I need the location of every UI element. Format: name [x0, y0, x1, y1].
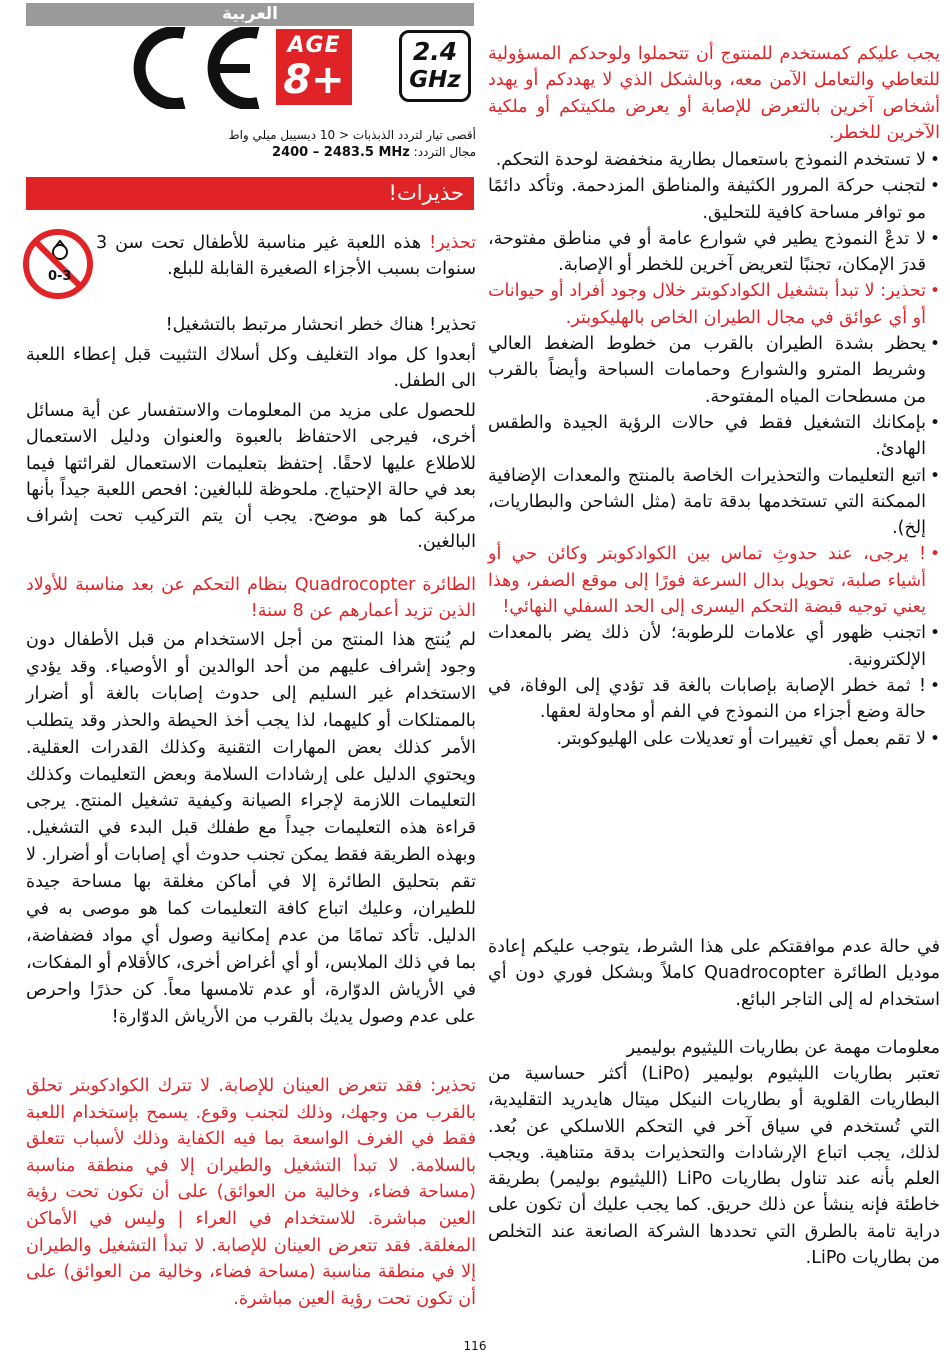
quadrocopter-age-heading: الطائرة Quadrocopter بنظام التحكم عن بعد مناسبة للأولاد الذين تزيد أعمارهم عن 8 سنة! [26, 575, 476, 622]
list-item: • بإمكانك التشغيل فقط في حالات الرؤية الجيدة والطقس الهادئ. [488, 412, 940, 460]
age-value: 8+ [283, 57, 345, 103]
language-header: العربية [26, 3, 474, 26]
frequency-value: 2.4 [412, 37, 458, 66]
choke-warning: تحذير! هذه اللعبة غير مناسبة للأطفال تحت سن 3 سنوات بسبب الأجزاء الصغيرة القابلة للبلع. [96, 233, 476, 280]
list-item: • لا تدعْ النموذج يطير في شوارع عامة أو في مناطق مفتوحة، قدرَ الإمكان، تجنبًا لتعريض آخرين للخطر أو الإصابة. [488, 228, 940, 276]
spec-power: أقصى تيار لتردد الذبذبات < 10 ديسيبل ميلي واط [228, 128, 476, 142]
eye-injury-warning: تحذير: فقد تتعرض العينان للإصابة. لا تترك الكوادكوبتر تحلق بالقرب من وجهك، وذلك لتجنب وقوع. يسمح بإستخدام اللعبة فقط في الغرف الواسعة بما فيه الكفاية وذلك لأسباب تتعلق بالسلامة. لا تبدأ التشغيل والطيران إلا في منطقة مناسبة (مساحة فضاء، وخالية من العوائق) على أن تكون تحت رؤية العين مباشرة. للاستخدام في العراء | وليس في الأماكن المغلقة. فقد تتعرض العينان للإصابة. لا تبدأ التشغيل والطيران إلا في منطقة مناسبة (مساحة فضاء، وخالية من العوائق) على أن تكون تحت رؤية العين مباشرة. [26, 1076, 476, 1309]
return-notice: في حالة عدم موافقتكم على هذا الشرط، يتوجب عليكم إعادة موديل الطائرة Quadrocopter كاملاً وبشكل فوري دون أي استخدام له إلى التاجر البائع. [488, 937, 940, 1010]
warnings-title-bar: حذيرات! [26, 177, 474, 210]
spec-frequency: مجال التردد: 2400 – 2483.5 MHz [272, 145, 476, 160]
frequency-badge [399, 30, 471, 102]
user-responsibility-intro: يجب عليكم كمستخدم للمنتوج أن تتحملوا ولوحدكم المسؤولية للتعاطي والتعامل الآمن معه، وبالشكل الذي لا يهددكم أو يهدد أشخاص آخرين بالتعرض للإصابة أو يعرض ملكيتكم أو ملكية الآخرين للخطر. [488, 44, 940, 143]
ce-mark-icon [118, 27, 268, 109]
list-item: • ! يرجى، عند حدوثِ تماس بين الكوادكوبتر وكائن حي أو أشياء صلبة، تحويل بدال السرعة فورًا إلى موقع الصفر، وهذا يعني توجيه قبضة التحكم اليسرى إلى الحد السفلي النهائي! [488, 544, 940, 618]
lipo-section-title: معلومات مهمة عن بطاريات الليثيوم بوليمير [626, 1038, 940, 1058]
list-item: • يحظر بشدة الطيران بالقرب من خطوط الضغط العالي وشريط المترو والشوارع وحمامات السباحة وأيضاً بالقرب من مسطحات المياه المفتوحة. [488, 334, 940, 407]
safety-bullet-list [488, 147, 940, 752]
entanglement-warning: تحذير! هناك خطر انحشار مرتبط بالتشغيل! [165, 315, 476, 335]
list-item: • اتجنب ظهور أي علامات للرطوبة؛ لأن ذلك يضر بالمعدات الإلكترونية. [488, 623, 940, 670]
list-item: • لا تقم بعمل أي تغييرات أو تعديلات على الهليوكوبتر. [556, 728, 940, 749]
quadrocopter-safety-paragraph: لم يُنتج هذا المنتج من أجل الاستخدام من قبل الأطفال دون وجود إشراف عليهم من أحد الوالدين أو الأوصياء. وقد يؤدي الاستخدام غير السليم إلى حدوث إصابات بالغة أو أضرار بالممتلكات أو كليهما، لذا يجب أخذ الحيطة والحذر وقد يتطلب الأمر كذلك بعض المهارات التقنية وكذلك القدرات العقلية. ويحتوي الدليل على إرشادات السلامة وبعض التعليمات وكذلك التعليمات اللازمة لإجراء الصيانة وكيفية تشغيل المنتج. يرجى قراءة هذه التعليمات جيداً مع طفلك قبل البدء في التشغيل. وبهذه الطريقة فقط يمكن تجنب حدوث أي إصابات أو أضرار. لا تقم بتحليق الطائرة إلا في أماكن مغلقة بها مساحة جيدة للطيران، وعليك اتباع كافة التعليمات كما هو موصى به في الدليل. تأكد تمامًا من عدم إمكانية وصول أي مواد فضفاضة، بما في ذلك الملابس، أو أي أغراض أخرى، كالأقلام أو المفكات، في الأرياش الدوّارة، أو عدم تلامسها معاً. كن حذرًا واحرص على عدم وصول يديك بالقرب من الأرياش الدوّارة! [26, 630, 476, 1027]
age-prohibited-label: 0-3 [48, 269, 72, 284]
age-rating-badge [276, 29, 352, 105]
list-item: • لتجنب حركة المرور الكثيفة والمناطق المزدحمة. وتأكد دائمًا مو توافر مساحة كافية للتحليق. [488, 176, 940, 223]
more-info-paragraph: للحصول على مزيد من المعلومات والاستفسار عن أية مسائل أخرى، فيرجى الاحتفاظ بالعبوة والعنوان ودليل الاستعمال للاطلاع عليها لاحقًا. إحتفظ بتعليمات الاستعمال لقرائتها فيما بعد في حالة الإحتياج. ملحوظة للبالغين: افحص اللعبة جيداً بأنها مركبة كما هو موضح. يجب أن يتم التركيب تحت إشراف البالغين. [26, 401, 476, 553]
list-item: • تحذير: لا تبدأ بتشغيل الكوادكوبتر خلال وجود أفراد أو حيوانات أو أي عوائق في مجال الطيران الخاص بالهليكوبتر. [488, 281, 940, 328]
frequency-unit: GHz [409, 67, 461, 93]
list-item: • ! ثمة خطر الإصابة بإصابات بالغة قد تؤدي إلى الوفاة، في حالة وضع أجزاء من النموذج في الفم أو محاولة لعقها. [488, 675, 940, 723]
packaging-notice: أبعدوا كل مواد التغليف وكل أسلاك التثبيت قبل إعطاء اللعبة الى الطفل. [26, 345, 476, 392]
list-item: • لا تستخدم النموذج باستعمال بطارية منخفضة لوحدة التحكم. [495, 150, 940, 170]
age-label: AGE [287, 33, 341, 58]
page-number: 116 [463, 1339, 487, 1353]
list-item: • اتبع التعليمات والتحذيرات الخاصة بالمنتج والمعدات الإضافية الممكنة التي تستخدمها بدقة تامة (مثل الشاحن والبطاريات، إلخ). [488, 465, 940, 539]
lipo-section-body: تعتبر بطاريات الليثيوم بوليمير (LiPo) أكثر حساسية من البطاريات القلوية أو بطاريات النيكل ميتال هايدريد التقليدية، التي تُستخدم في سياق آخر في التحكم اللاسلكي عن بُعد. لذلك، يجب اتباع الإرشادات والتحذيرات بدقة متناهية. ويجب العلم بأنه عند تناول بطاريات LiPo (الليثيوم بوليمر) بطريقة خاطئة فإنه ينشأ عن ذلك حريق. كما يجب عليك أن تكون على دراية تامة بالطرق التي تحددها الشركة الصانعة عند التخلص من بطاريات LiPo. [488, 1064, 940, 1269]
spec-frequency-value: 2400 – 2483.5 MHz [272, 145, 410, 160]
